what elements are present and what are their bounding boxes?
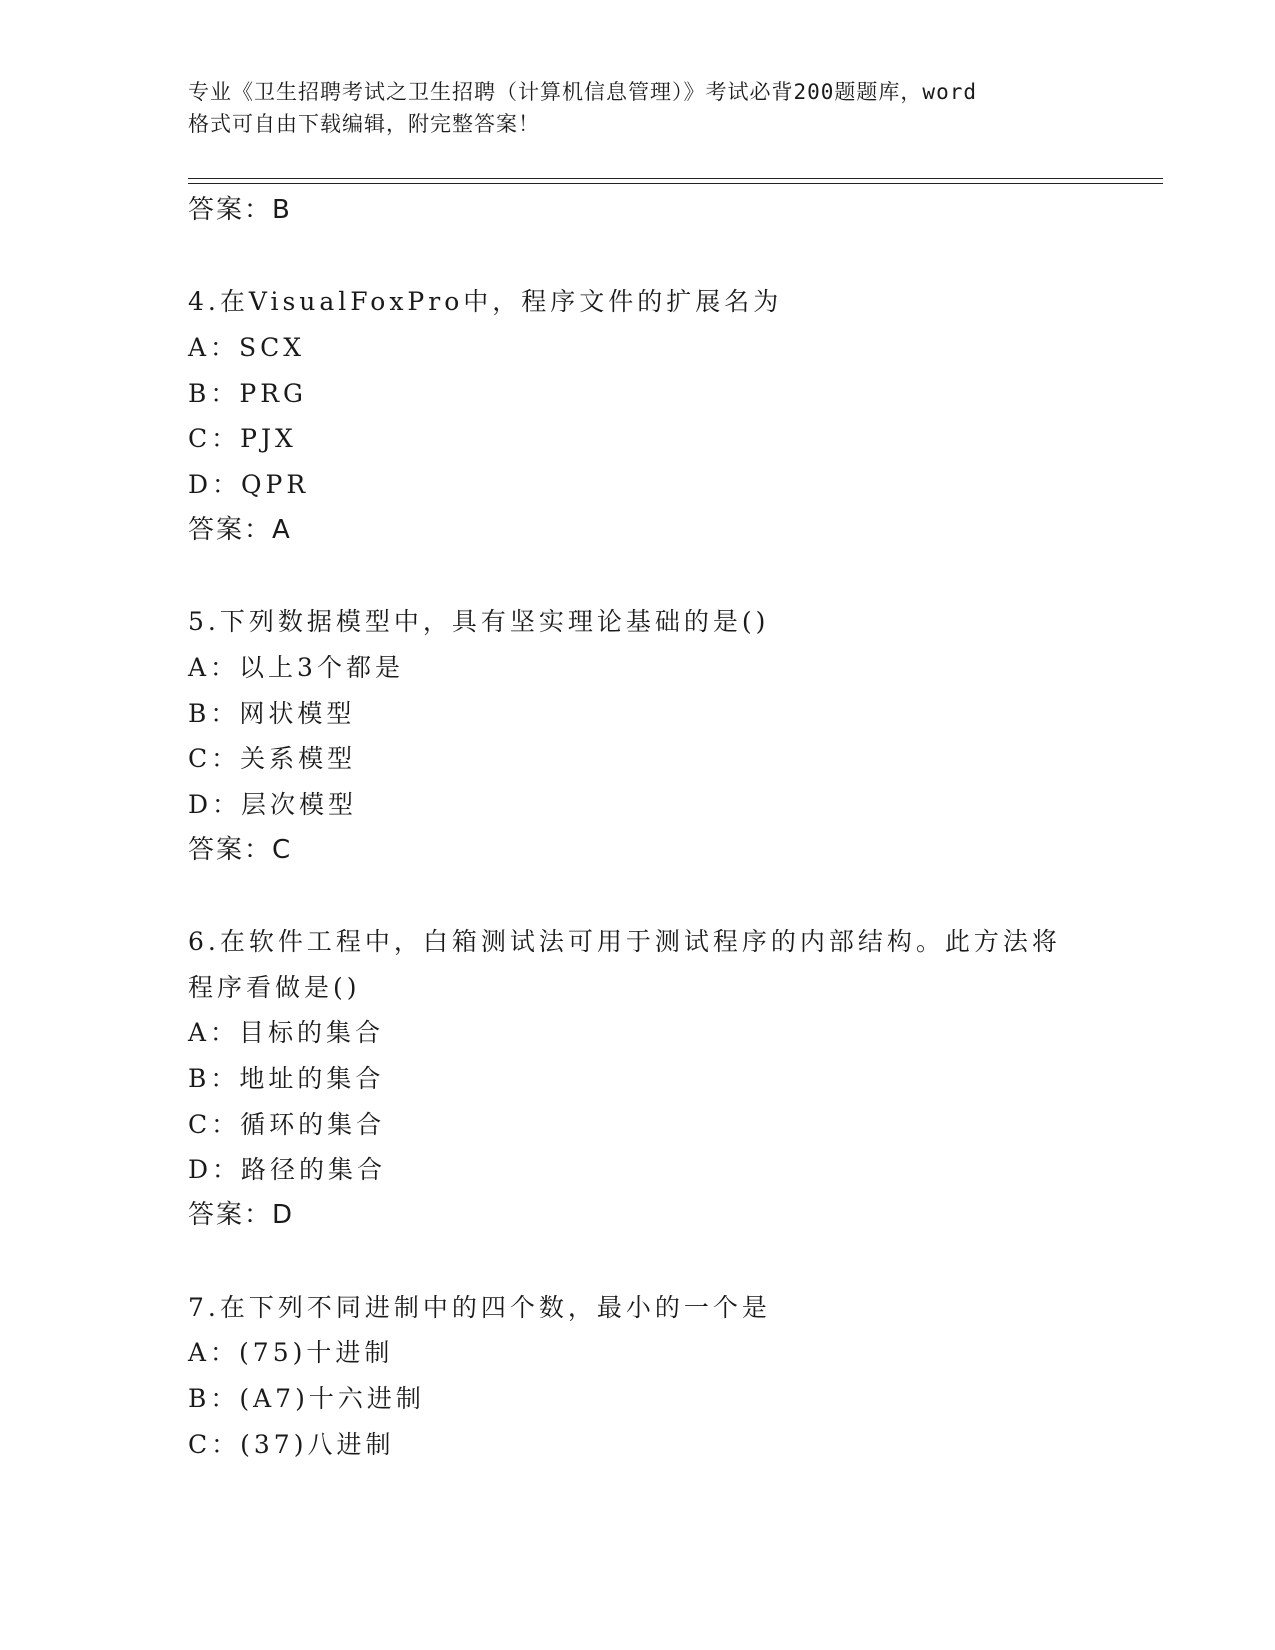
header-divider-bottom <box>188 183 1163 184</box>
question-block <box>188 279 1188 553</box>
spacer <box>188 234 1188 280</box>
option-a: A：(75)十进制 <box>188 1338 394 1368</box>
option-c: C：PJX <box>188 424 297 454</box>
question-stem-continued: 程序看做是() <box>188 972 361 1002</box>
option-a: A：以上3个都是 <box>188 652 404 682</box>
option-a: A：目标的集合 <box>188 1018 385 1048</box>
question-stem: 6.在软件工程中，白箱测试法可用于测试程序的内部结构。此方法将 <box>188 927 1061 956</box>
option-c: C：循环的集合 <box>188 1109 386 1139</box>
option-a: A：SCX <box>188 333 306 363</box>
question-block <box>188 599 1188 873</box>
header-line-1: 专业《卫生招聘考试之卫生招聘（计算机信息管理）》考试必背200题题库，word <box>188 80 977 104</box>
option-d: D：QPR <box>188 470 310 500</box>
question-list <box>188 188 1188 1467</box>
option-c: C：(37)八进制 <box>188 1429 395 1459</box>
question-answer: 答案：A <box>188 514 292 545</box>
question-block <box>188 919 1188 1239</box>
question-answer: 答案：D <box>188 1200 295 1231</box>
header-line-2: 格式可自由下载编辑，附完整答案！ <box>188 112 540 136</box>
question-stem: 5.下列数据模型中，具有坚实理论基础的是() <box>188 607 770 637</box>
previous-answer: 答案：B <box>188 195 292 225</box>
document-header <box>188 76 1088 140</box>
header-divider-top <box>188 178 1163 179</box>
option-b: B：网状模型 <box>188 698 356 728</box>
spacer <box>188 554 1188 600</box>
option-b: B：(A7)十六进制 <box>188 1383 425 1413</box>
question-stem: 4.在VisualFoxPro中，程序文件的扩展名为 <box>188 287 783 317</box>
option-d: D：层次模型 <box>188 789 358 819</box>
spacer <box>188 1239 1188 1285</box>
question-answer: 答案：C <box>188 834 293 865</box>
option-b: B：PRG <box>188 378 307 408</box>
option-b: B：地址的集合 <box>188 1064 385 1094</box>
option-d: D：路径的集合 <box>188 1155 387 1185</box>
question-block <box>188 1285 1188 1468</box>
option-c: C：关系模型 <box>188 744 357 774</box>
question-stem: 7.在下列不同进制中的四个数，最小的一个是 <box>188 1292 771 1322</box>
spacer <box>188 873 1188 919</box>
